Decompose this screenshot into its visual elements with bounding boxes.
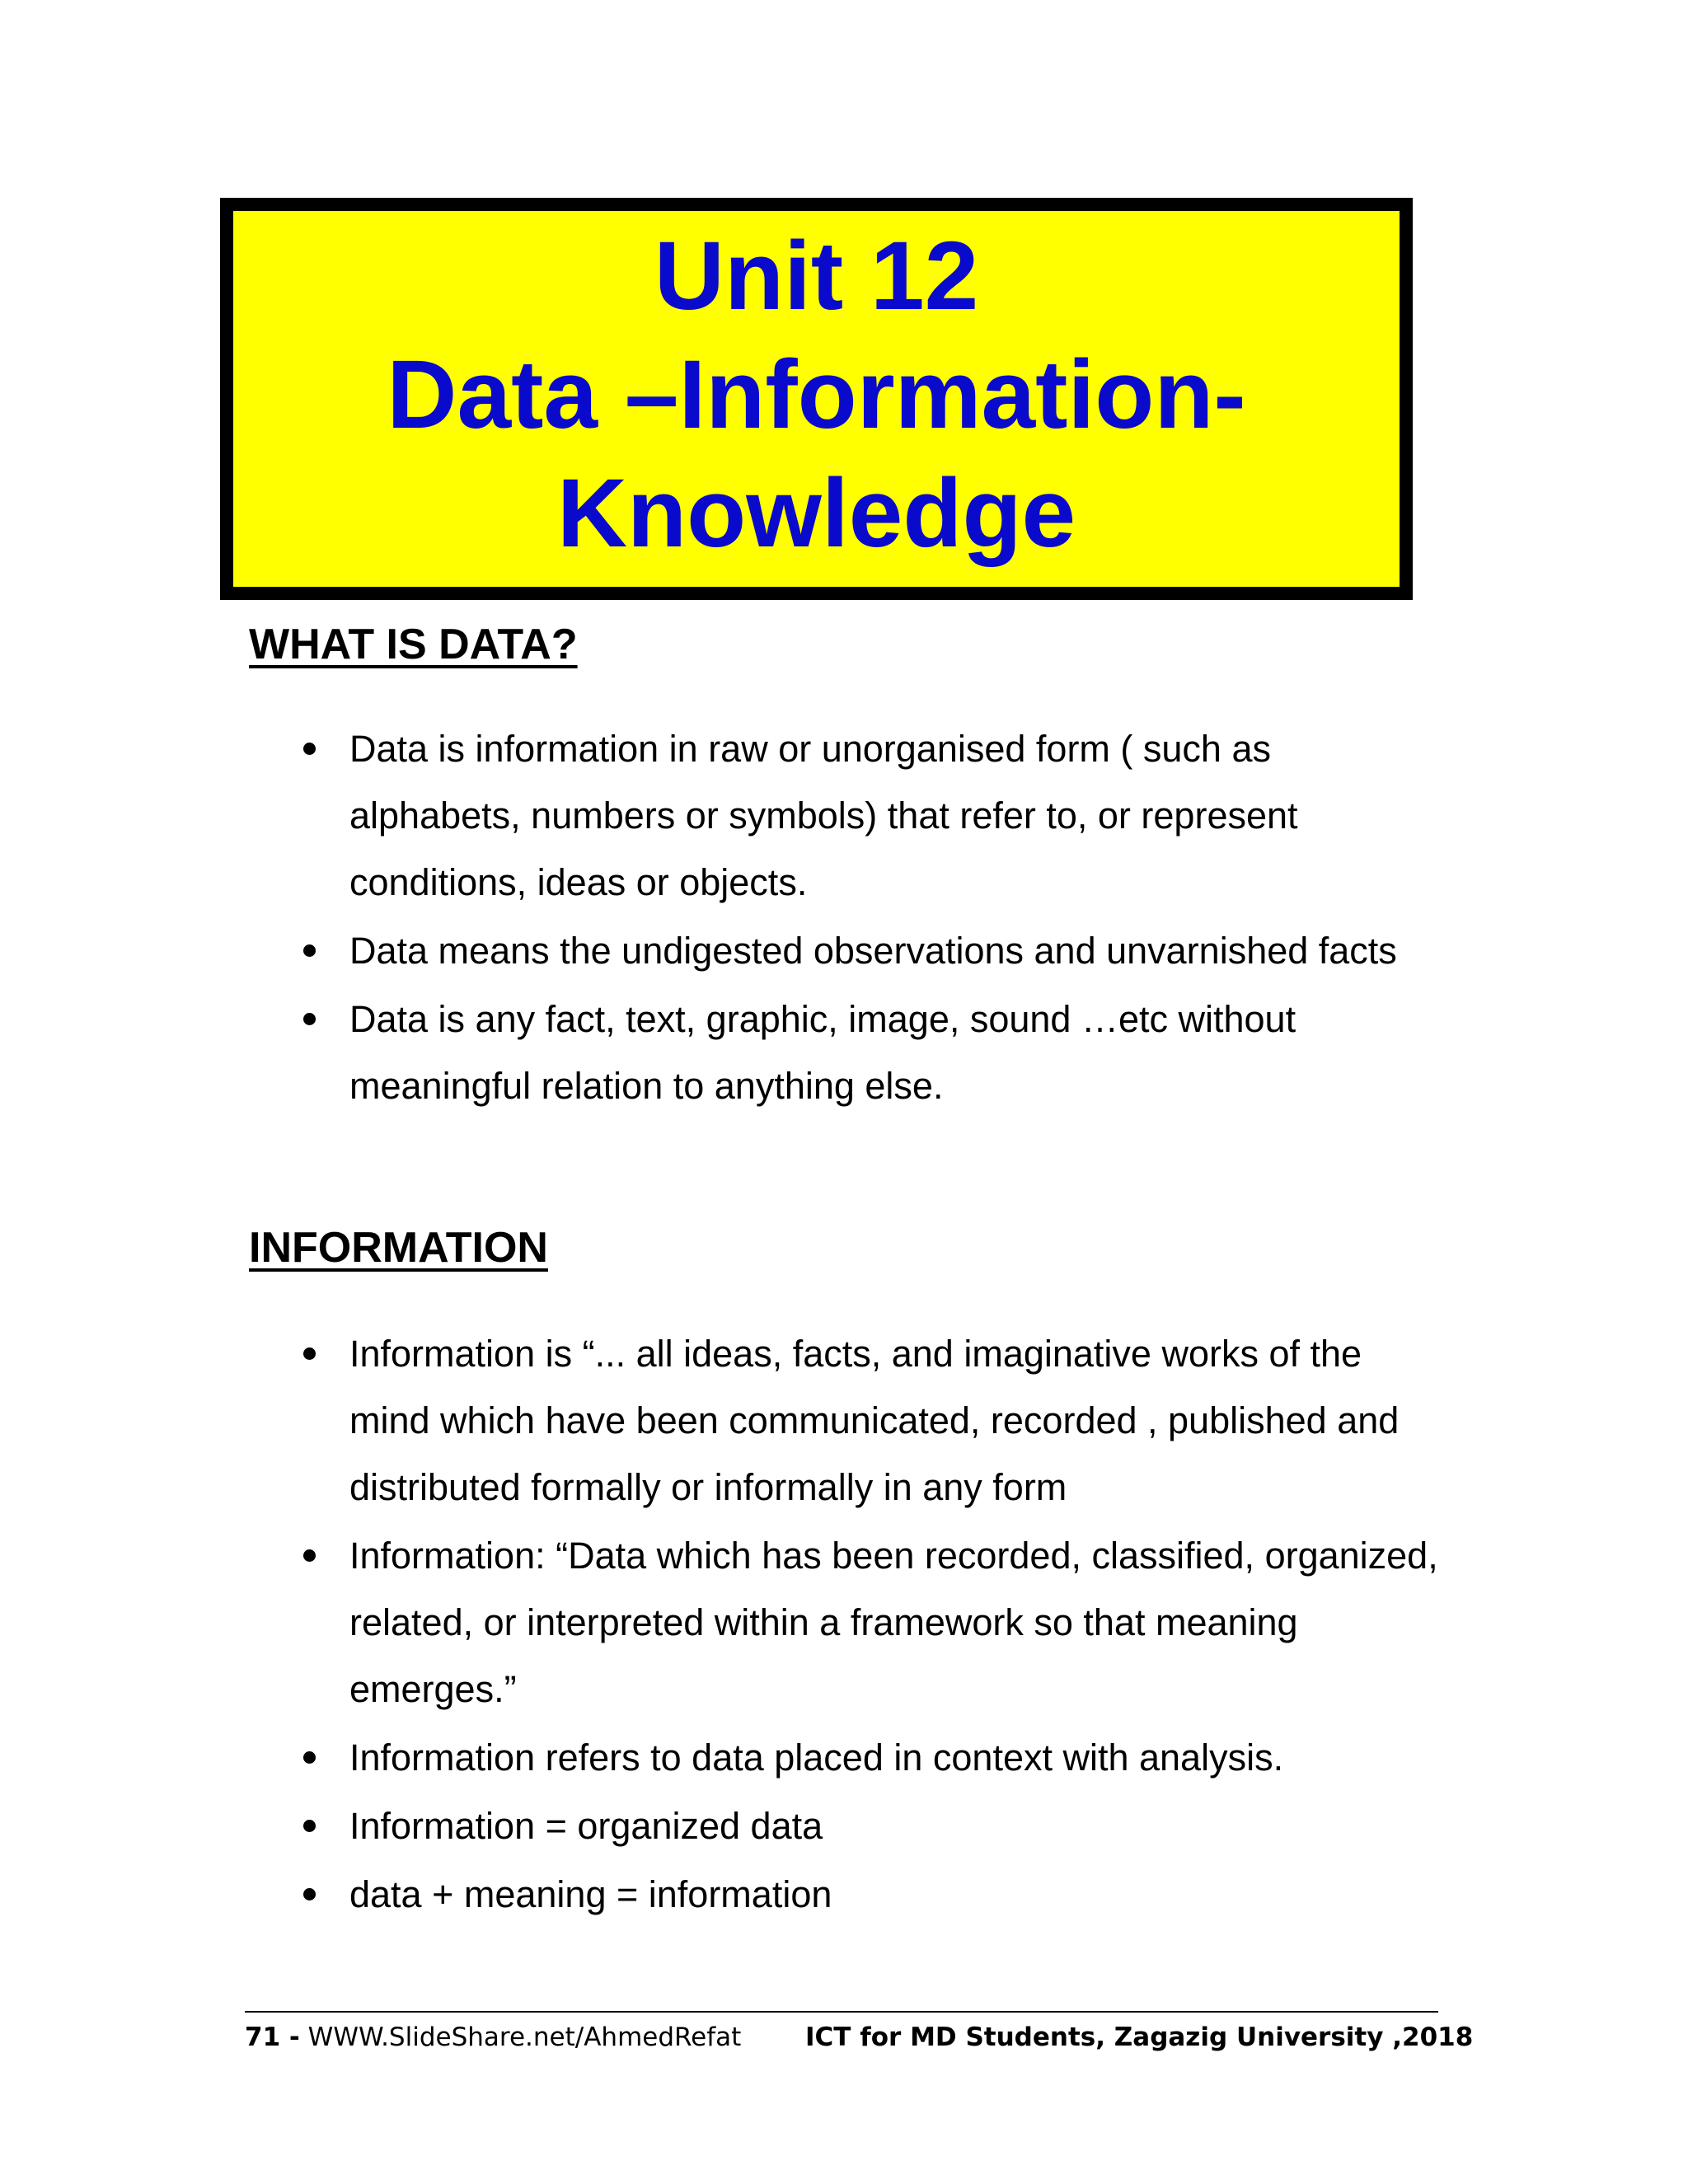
list-item-text: Information refers to data placed in context with analysis. bbox=[349, 1736, 1284, 1779]
list-item bbox=[297, 1522, 1446, 1722]
list-item bbox=[297, 715, 1404, 916]
list-item-text: Data means the undigested observations and unvarnished facts bbox=[349, 930, 1397, 972]
list-item-text: Information: “Data which has been recorded, classified, organized, related, or interpreted within a framework so that meaning emerges.” bbox=[349, 1535, 1438, 1710]
data-bullet-list bbox=[297, 715, 1397, 1121]
bullet-icon bbox=[303, 1888, 316, 1900]
unit-title-line-2: Knowledge bbox=[556, 459, 1076, 568]
list-item-text: Information is “... all ideas, facts, and imaginative works of the mind which have been communicated, recorded , published and distributed formally or informally in any form bbox=[349, 1333, 1400, 1508]
list-item bbox=[297, 917, 1404, 984]
unit-title-line-1: Data –Information- bbox=[387, 340, 1246, 449]
list-item-text: Data is information in raw or unorganised form ( such as alphabets, numbers or symbols) that refer to, or represent conditions, ideas or objects. bbox=[349, 728, 1298, 903]
page-number: 71 - bbox=[245, 2022, 300, 2052]
section-heading-data: WHAT IS DATA? bbox=[249, 621, 578, 668]
bullet-icon bbox=[303, 743, 316, 755]
unit-title-inner bbox=[231, 209, 1402, 589]
list-item-text: Data is any fact, text, graphic, image, sound …etc without meaningful relation to anything else. bbox=[349, 998, 1296, 1107]
page-footer bbox=[245, 2019, 1474, 2055]
list-item-text: Information = organized data bbox=[349, 1805, 823, 1847]
footer-course: ICT for MD Students, Zagazig University ,2018 bbox=[805, 2022, 1474, 2052]
information-bullet-list bbox=[297, 1320, 1438, 1929]
footer-divider bbox=[245, 2011, 1438, 2013]
list-item bbox=[297, 1793, 1446, 1859]
bullet-icon bbox=[303, 1549, 316, 1562]
list-item bbox=[297, 986, 1421, 1119]
unit-title-box bbox=[220, 198, 1413, 600]
unit-number: Unit 12 bbox=[654, 222, 979, 330]
bullet-icon bbox=[303, 1820, 316, 1832]
section-heading-information: INFORMATION bbox=[249, 1224, 548, 1272]
bullet-icon bbox=[303, 1347, 316, 1360]
footer-site: WWW.SlideShare.net/AhmedRefat bbox=[307, 2022, 742, 2052]
bullet-icon bbox=[303, 944, 316, 957]
list-item-text: data + meaning = information bbox=[349, 1873, 832, 1915]
bullet-icon bbox=[303, 1751, 316, 1764]
bullet-icon bbox=[303, 1013, 316, 1025]
list-item bbox=[297, 1724, 1446, 1791]
list-item bbox=[297, 1320, 1413, 1521]
list-item bbox=[297, 1861, 1446, 1928]
